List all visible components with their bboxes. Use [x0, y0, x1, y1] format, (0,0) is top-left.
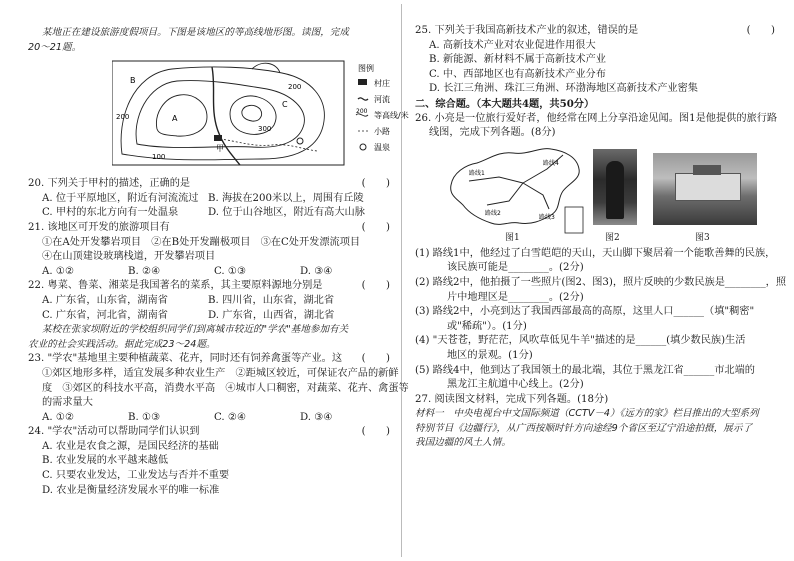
q23-options — [28, 411, 390, 426]
q27-stem: 27. 阅读图文材料，完成下列各题。(18分) — [415, 393, 609, 405]
left-column — [28, 0, 409, 498]
legend-trail: 小路 — [374, 127, 390, 137]
route-label-1: 路线1 — [469, 169, 485, 177]
figure-3-palace-top — [693, 165, 721, 175]
label-200b: 200 — [288, 83, 302, 92]
q25-stem: 25. 下列关于我国高新技术产业的叙述，错误的是 ( ) — [415, 24, 775, 39]
q24-option-d[interactable]: D. 农业是衡量经济发展水平的唯一标准 — [42, 484, 220, 496]
q20-option-c[interactable]: C. 甲村的东北方向有一处温泉 — [42, 207, 179, 219]
q27-material1-line2: 特别节目《边疆行》，从广西按顺时针方向途经9个省区至辽宁沿途拍摄，展示了 — [415, 422, 753, 434]
q20-options-row2 — [28, 206, 390, 221]
q26-stem1: 26. 小亮是一位旅行爱好者，他经常在网上分享沿途见闻。图1是他提供的旅行路 — [415, 112, 778, 124]
q26-sub4-line1[interactable]: (4) "天苍苍，野茫茫，风吹草低见牛羊"描述的是______(填少数民族)生活 — [415, 335, 746, 347]
china-route-map — [439, 143, 587, 241]
label-b: B — [130, 76, 136, 86]
q25-option-a[interactable]: A. 高新技术产业对农业促进作用很大 — [429, 39, 596, 51]
figure-2-caption: 图2 — [605, 232, 620, 243]
figure-3-photo — [653, 153, 757, 225]
q24-stem: 24. "学农"活动可以帮助同学们认识到 ( ) — [28, 425, 390, 440]
q21-option-c[interactable]: C. ①③ — [214, 265, 247, 277]
legend-village-swatch — [358, 79, 367, 85]
legend-title: 图例 — [358, 64, 374, 74]
south-sea-inset — [565, 207, 583, 233]
china-outline — [451, 148, 580, 224]
intro-23-24-line1: 某校在张家坝附近的学校组织同学们到离城市较近的"学农"基地参加有关 — [42, 324, 349, 336]
q26-sub1-line2[interactable]: 该民族可能是________。(2分) — [447, 262, 584, 274]
q22-option-c[interactable]: C. 广东省，河北省，湖南省 — [42, 309, 168, 321]
q25-option-c[interactable]: C. 中、西部地区也有高新技术产业分布 — [429, 68, 606, 80]
q22-answer-paren[interactable]: ( ) — [361, 280, 390, 292]
q20-answer-paren[interactable]: ( ) — [361, 178, 390, 190]
q26-sub2-line1[interactable]: (2) 路线2中，他拍摄了一些照片(图2、图3)，照片反映的少数民族是________，照 — [415, 276, 787, 288]
route-label-4: 路线4 — [543, 159, 559, 167]
intro-20-21-line1: 某地正在建设旅游度假项目。下图是该地区的等高线地形图。读图，完成 — [42, 27, 349, 38]
figure-3-palace — [675, 173, 741, 201]
q21-items2: ④在山顶建设玻璃栈道，开发攀岩项目 — [42, 251, 216, 263]
figure-2-photo — [593, 149, 637, 225]
q26-sub4-line2: 地区的景观。(1分) — [447, 349, 533, 361]
label-jia: 甲 — [216, 144, 224, 154]
q20-stem: 20. 下列关于甲村的描述，正确的是 ( ) — [28, 177, 390, 192]
q26-stem2: 线图，完成下列各题。(8分) — [429, 127, 556, 139]
route-label-3: 路线3 — [539, 213, 555, 221]
q22-option-d[interactable]: D. 广东省，山西省，湖北省 — [208, 309, 335, 321]
label-c: C — [282, 100, 288, 110]
legend-contour-value: 200 — [356, 108, 368, 116]
q21-option-b[interactable]: B. ②④ — [128, 265, 161, 277]
q23-line1: ①郊区地形多样，适宜发展多种农业生产 ②距城区较近，可保证农产品的新鲜 — [42, 367, 399, 379]
legend-hotspring: 温泉 — [374, 143, 390, 153]
legend-river-swatch — [358, 98, 368, 100]
label-200: 200 — [116, 113, 130, 122]
q25-option-d[interactable]: D. 长江三角洲、珠江三角洲、环渤海地区高新技术产业密集 — [429, 83, 698, 95]
q25-answer-paren[interactable]: ( ) — [746, 25, 775, 36]
q21-options — [28, 265, 390, 280]
figure-2-person — [606, 161, 624, 219]
q23-option-d[interactable]: D. ③④ — [300, 411, 333, 423]
q24-option-c[interactable]: C. 只要农业发达，工业发达与否并不重要 — [42, 470, 230, 482]
q22-option-a[interactable]: A. 广东省，山东省，湖南省 — [42, 294, 168, 306]
q24-option-b[interactable]: B. 农业发展的水平越来越低 — [42, 455, 169, 467]
contour-map — [28, 59, 409, 171]
q23-line2: 度 ③郊区的科技水平高，消费水平高 ④城市人口稠密，对蔬菜、花卉、禽蛋等 — [42, 382, 409, 394]
intro-20-21-line2: 20～21题。 — [28, 41, 82, 53]
q23-option-c[interactable]: C. ②④ — [214, 411, 247, 423]
q22-option-b[interactable]: B. 四川省，山东省，湖北省 — [208, 294, 335, 306]
q21-items: ①在A处开发攀岩项目 ②在B处开发蹦极项目 ③在C处开发漂流项目 — [42, 236, 361, 248]
legend-hotspring-swatch — [360, 144, 366, 150]
q26-sub3-line1[interactable]: (3) 路线2中，小亮到达了我国西部最高的高原，这里人口______（填"稠密" — [415, 306, 755, 318]
q23-option-a[interactable]: A. ①② — [42, 411, 75, 423]
q22-options-row2 — [28, 309, 390, 324]
label-a: A — [172, 114, 178, 124]
q22-stem: 22. 粤菜、鲁菜、湘菜是我国著名的菜系，其主要原料源地分别是 ( ) — [28, 279, 390, 294]
q20-option-a[interactable]: A. 位于平原地区，附近有河流流过 — [42, 192, 199, 204]
q23-line3: 的需求量大 — [42, 397, 93, 409]
q26-figures — [415, 143, 775, 247]
q21-stem: 21. 该地区可开发的旅游项目有 ( ) — [28, 221, 390, 236]
q25-option-b[interactable]: B. 新能源、新材料不属于高新技术产业 — [429, 54, 606, 66]
q21-answer-paren[interactable]: ( ) — [361, 221, 390, 233]
q22-options-row1 — [28, 294, 390, 309]
figure-3-caption: 图3 — [695, 232, 710, 243]
q26-sub5-line1[interactable]: (5) 路线4中，他到达了我国领土的最北端，其位于黑龙江省______市北端的 — [415, 364, 755, 376]
figure-1-caption: 图1 — [505, 232, 520, 243]
contour-map-svg — [112, 59, 442, 171]
q20-options-row1 — [28, 192, 390, 207]
label-100: 100 — [152, 153, 166, 162]
legend-contour: 等高线/米 — [374, 111, 409, 121]
q20-option-d[interactable]: D. 位于山谷地区，附近有高大山脉 — [208, 207, 365, 219]
route-label-2: 路线2 — [485, 209, 501, 217]
q26-sub3-line2: 或"稀疏"）。(1分) — [447, 320, 527, 332]
q21-option-d[interactable]: D. ③④ — [300, 265, 333, 277]
label-300: 300 — [258, 125, 272, 134]
section-2-title: 二、综合题。（本大题共4题，共50分） — [415, 97, 595, 110]
q21-option-a[interactable]: A. ①② — [42, 265, 75, 277]
q23-option-b[interactable]: B. ①③ — [128, 411, 161, 423]
q23-stem: 23. "学农"基地里主要种植蔬菜、花卉，同时还有饲养禽蛋等产业。这 ( ) — [28, 352, 390, 367]
q26-sub1-line1: (1) 路线1中，他经过了白雪皑皑的天山，天山脚下聚居着一个能歌善舞的民族， — [415, 247, 776, 259]
q27-material1-line3: 我国边疆的风土人情。 — [415, 437, 511, 449]
village-marker — [214, 135, 222, 141]
q27-material1-line1: 材料一 中央电视台中文国际频道（CCTV－4）《远方的家》栏目推出的大型系列 — [415, 408, 759, 420]
q24-option-a[interactable]: A. 农业是农食之源，是国民经济的基础 — [42, 440, 219, 452]
q20-option-b[interactable]: B. 海拔在200米以上，周围有丘陵 — [208, 192, 364, 204]
intro-23-24-line2: 农业的社会实践活动。据此完成23～24题。 — [28, 338, 216, 350]
q23-answer-paren[interactable]: ( ) — [361, 353, 390, 365]
legend-village: 村庄 — [374, 79, 390, 89]
q24-answer-paren[interactable]: ( ) — [361, 426, 390, 438]
q26-sub2-line2[interactable]: 片中地理区是________。(2分) — [447, 291, 584, 303]
q26-sub5-line2: 黑龙江主航道中心线上。(2分) — [447, 379, 584, 391]
right-column — [415, 0, 787, 451]
legend-river: 河流 — [374, 95, 390, 105]
